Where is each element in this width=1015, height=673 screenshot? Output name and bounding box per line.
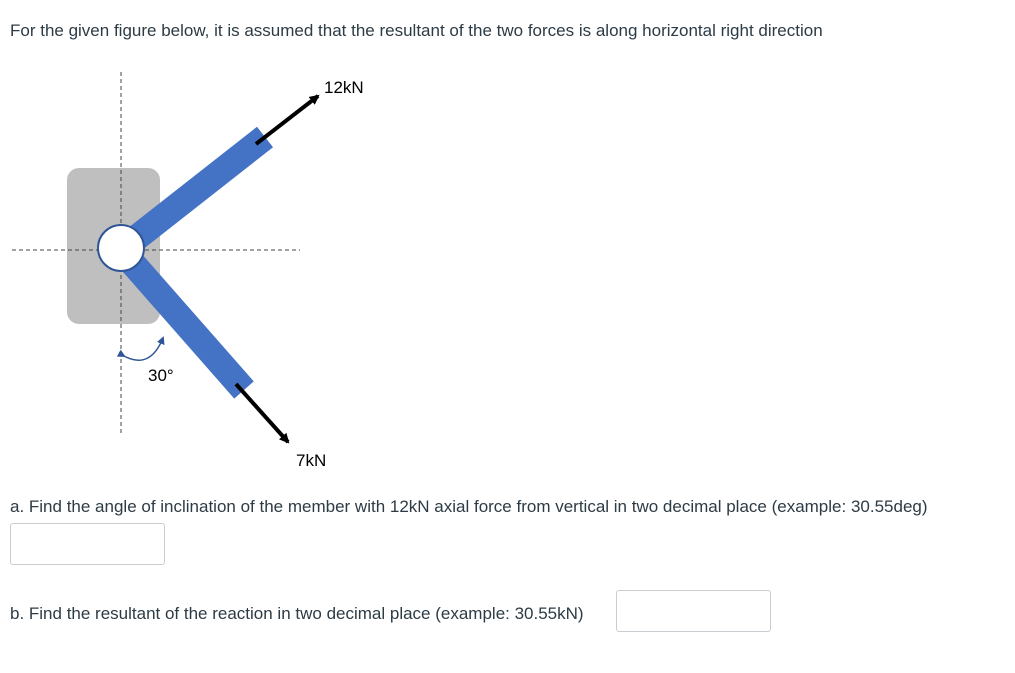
force-label-7kn: 7kN (296, 451, 327, 470)
angle-arc-icon (124, 338, 163, 360)
force-arrow-12kn (256, 96, 318, 144)
force-label-12kn: 12kN (324, 78, 364, 97)
answer-a-input[interactable] (10, 523, 165, 565)
pin-joint (98, 225, 144, 271)
force-arrow-7kn (236, 384, 288, 442)
angle-label: 30° (148, 366, 174, 385)
question-b-text: b. Find the resultant of the reaction in two decimal place (example: 30.55kN) (10, 604, 584, 623)
question-a-text: a. Find the angle of inclination of the member with 12kN axial force from vertical in two decimal place (example: 30.55deg) (10, 497, 928, 516)
problem-statement: For the given figure below, it is assumed that the resultant of the two forces is along horizontal right direction (10, 21, 823, 40)
force-diagram (0, 60, 420, 480)
answer-b-input[interactable] (616, 590, 771, 632)
